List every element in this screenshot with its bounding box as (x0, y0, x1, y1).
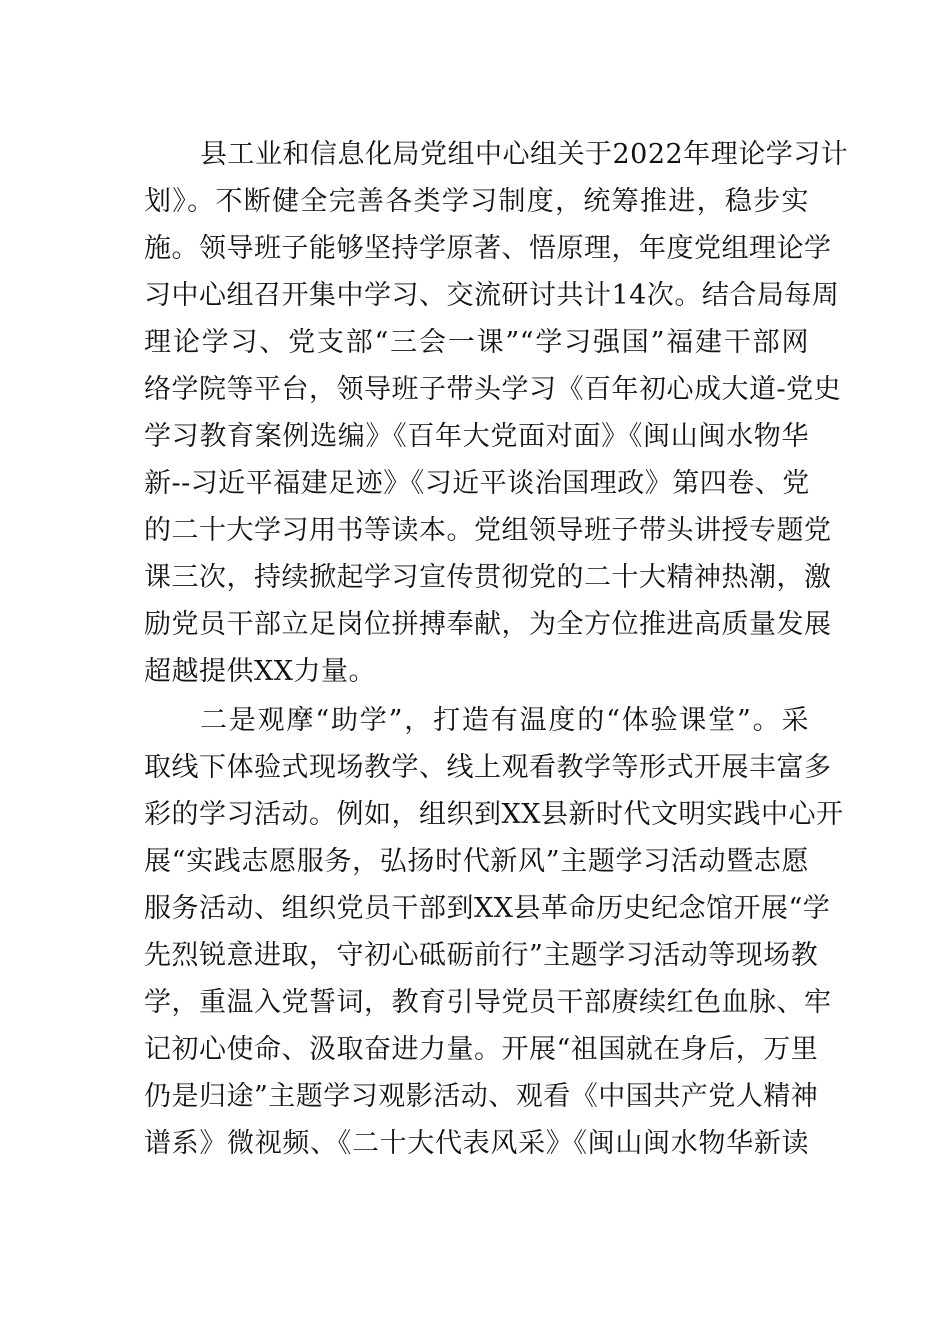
text-line: 络学院等平台，领导班子带头学习《百年初心成大道-党史 (144, 374, 842, 405)
text-line: 学习教育案例选编》《百年大党面对面》《闽山闽水物华 (144, 421, 809, 452)
text-line: 课三次，持续掀起学习宣传贯彻党的二十大精神热潮，激 (144, 562, 832, 593)
text-line: 仍是归途”主题学习观影活动、观看《中国共产党人精神 (144, 1081, 819, 1112)
text-line: 施。领导班子能够坚持学原著、悟原理，年度党组理论学 (144, 233, 832, 264)
text-line: 习中心组召开集中学习、交流研讨共计14次。结合局每周 (144, 280, 840, 311)
text-line: 二是观摩“助学”，打造有温度的“体验课堂”。采 (200, 705, 809, 736)
text-line: 彩的学习活动。例如，组织到XX县新时代文明实践中心开 (144, 799, 844, 830)
paragraph-study-plan (144, 131, 849, 695)
paragraph-experience-classroom (144, 697, 844, 1167)
text-line: 理论学习、党支部“三会一课”“学习强国”福建干部网 (144, 327, 809, 358)
text-line: 的二十大学习用书等读本。党组领导班子带头讲授专题党 (144, 515, 832, 546)
text-line: 划》。不断健全完善各类学习制度，统筹推进，稳步实 (144, 186, 809, 217)
text-line: 超越提供XX力量。 (144, 656, 376, 687)
text-line: 记初心使命、汲取奋进力量。开展“祖国就在身后，万里 (144, 1034, 819, 1065)
text-line: 新--习近平福建足迹》《习近平谈治国理政》第四卷、党 (144, 468, 810, 499)
text-line: 学，重温入党誓词，教育引导党员干部赓续红色血脉、牢 (144, 987, 832, 1018)
text-line: 取线下体验式现场教学、线上观看教学等形式开展丰富多 (144, 752, 832, 783)
text-line: 谱系》微视频、《二十大代表风采》《闽山闽水物华新读 (144, 1128, 809, 1159)
text-line: 展“实践志愿服务，弘扬时代新风”主题学习活动暨志愿 (144, 846, 809, 877)
text-line: 励党员干部立足岗位拼搏奉献，为全方位推进高质量发展 (144, 609, 832, 640)
text-line: 县工业和信息化局党组中心组关于2022年理论学习计 (200, 139, 849, 170)
text-line: 服务活动、组织党员干部到XX县革命历史纪念馆开展“学 (144, 893, 831, 924)
text-line: 先烈锐意进取，守初心砥砺前行”主题学习活动等现场教 (144, 940, 819, 971)
